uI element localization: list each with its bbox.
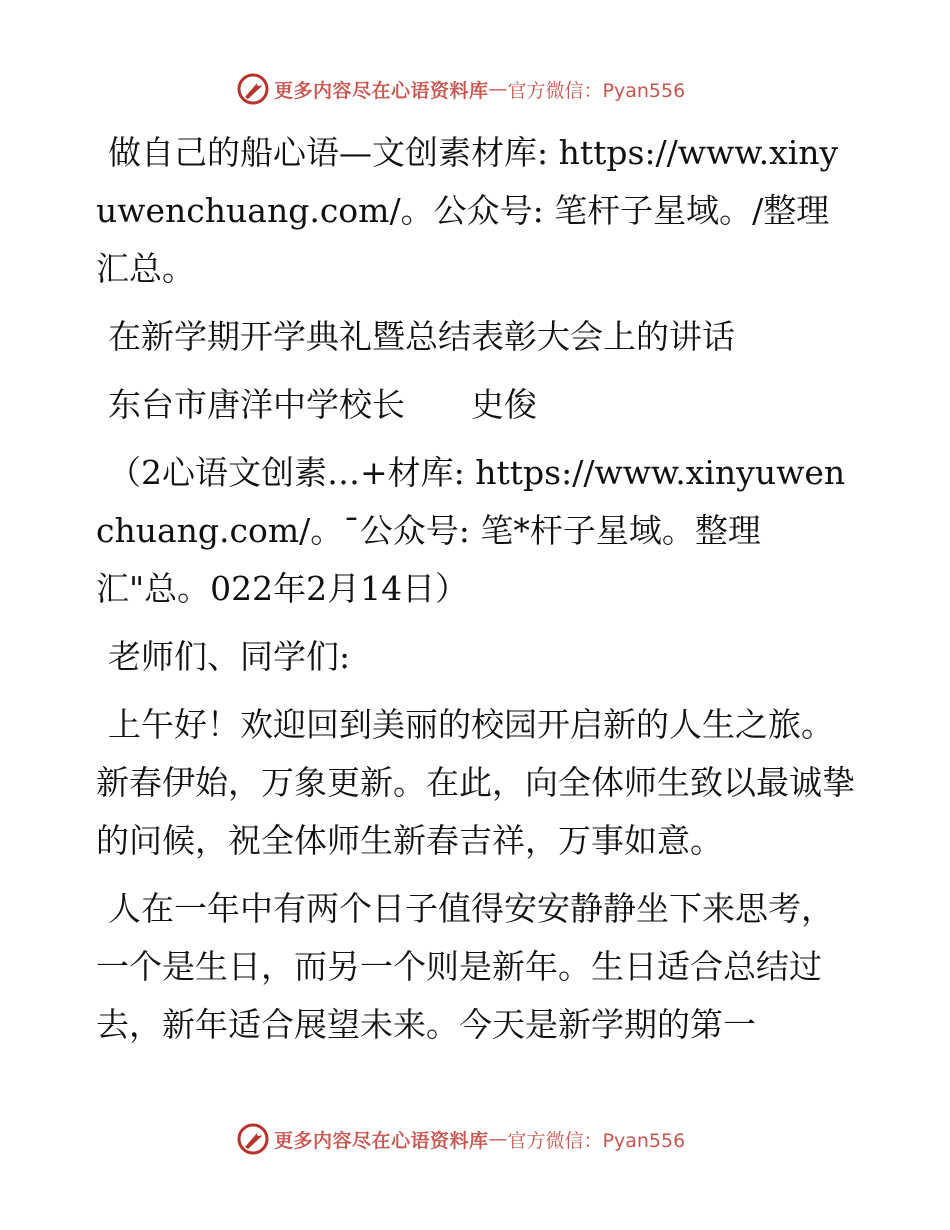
paragraph-reflection: 人在一年中有两个日子值得安安静静坐下来思考，一个是生日，而另一个则是新年。生日适合总结过去，新年适合展望未来。今天是新学期的第一 <box>96 889 834 1044</box>
speech-title: 在新学期开学典礼暨总结表彰大会上的讲话 <box>108 317 735 356</box>
salutation: 老师们、同学们: <box>108 637 351 676</box>
source-note: 做自己的船心语—文创素材库: https://www.xinyuwenchuang.com/。公众号: 笔杆子星域。/整理汇总。 <box>96 133 839 288</box>
footer-dash: — <box>488 1128 508 1150</box>
pen-nib-logo-icon <box>236 1122 270 1156</box>
header-promo-text: 更多内容尽在心语资料库 <box>274 79 489 102</box>
speech-author: 东台市唐洋中学校长 史俊 <box>108 385 537 424</box>
document-body <box>96 124 856 1064</box>
footer-promo-text: 更多内容尽在心语资料库 <box>274 1129 489 1152</box>
date-note: （2心语文创素…+材库: https://www.xinyuwenchuang.com/。¯公众号: 笔*杆子星域。整理汇"总。022年2月14日） <box>96 453 846 608</box>
pen-nib-logo-icon <box>236 72 270 106</box>
paragraph-greeting: 上午好！欢迎回到美丽的校园开启新的人生之旅。新春伊始，万象更新。在此，向全体师生致以最诚挚的问候，祝全体师生新春吉祥，万事如意。 <box>96 705 855 860</box>
header-banner <box>236 70 716 108</box>
footer-banner <box>236 1120 716 1158</box>
footer-wechat-text: 官方微信：Pyan556 <box>507 1129 686 1152</box>
header-dash: — <box>488 78 508 100</box>
header-wechat-text: 官方微信：Pyan556 <box>507 79 686 102</box>
